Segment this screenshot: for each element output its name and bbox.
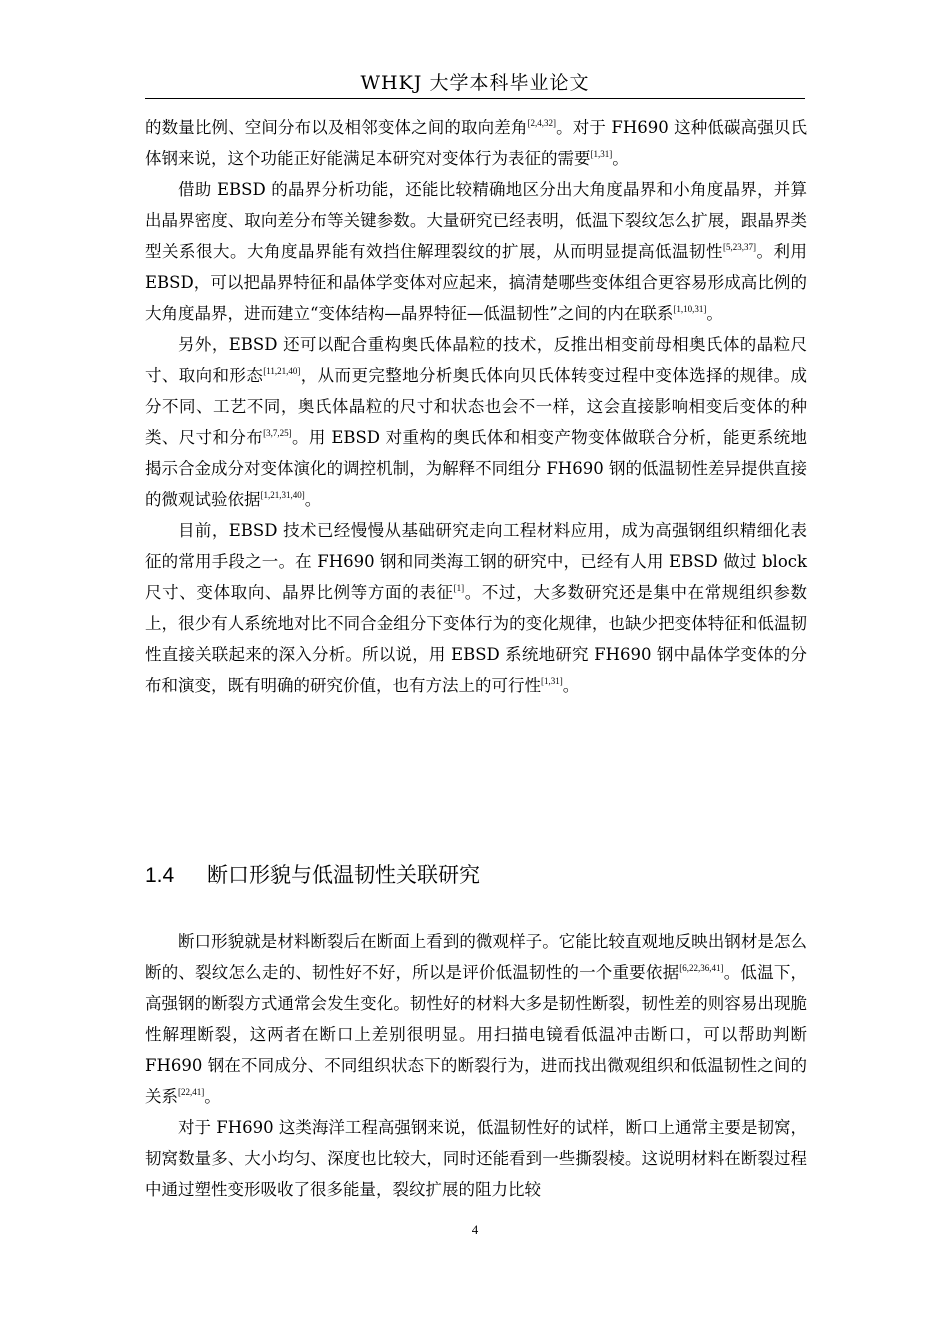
paragraph: [145, 112, 807, 174]
paragraph-text: 。用 EBSD 对重构的奥氏体和相变产物变体做联合分析，能更系统地揭示合金成分对变体演化的调控机制，为解释不同组分 FH690 钢的低温韧性差异提供直接的微观试验依据: [145, 428, 807, 509]
paragraph-text: 。: [304, 490, 322, 509]
citation: [1,21,31,40]: [260, 490, 305, 500]
paragraph-text: 。: [706, 304, 723, 323]
paragraph-text: 。: [612, 149, 629, 168]
citation: [1,10,31]: [673, 304, 707, 314]
paragraph-text: 的数量比例、空间分布以及相邻变体之间的取向差角: [145, 118, 528, 137]
citation: [22,41]: [178, 1087, 205, 1097]
section-number: 1.4: [145, 864, 175, 887]
paragraph: [145, 174, 807, 329]
paragraph-text: 。: [204, 1087, 221, 1106]
body-text-block-1: [145, 112, 807, 701]
paragraph-text: ，从而更完整地分析奥氏体向贝氏体转变过程中变体选择的规律。成分不同、工艺不同，奥氏体晶粒的尺寸和状态也会不一样，这会直接影响相变后变体的种类、尺寸和分布: [145, 366, 808, 447]
section-title: 断口形貌与低温韧性关联研究: [207, 863, 480, 887]
paragraph-text: 目前，EBSD 技术已经慢慢从基础研究走向工程材料应用，成为高强钢组织精细化表征的常用手段之一。在 FH690 钢和同类海工钢的研究中，已经有人用 EBSD 做过 block 尺寸、变体取向、晶界比例等方面的表征: [145, 521, 807, 602]
running-header: WHKJ 大学本科毕业论文: [360, 72, 590, 94]
citation: [3,7,25]: [263, 428, 292, 438]
paragraph-text: 对于 FH690 这类海洋工程高强钢来说，低温韧性好的试样，断口上通常主要是韧窝，韧窝数量多、大小均匀、深度也比较大，同时还能看到一些撕裂棱。这说明材料在断裂过程中通过塑性变形吸收了很多能量，裂纹扩展的阻力比较: [145, 1118, 807, 1199]
paragraph: [145, 515, 807, 701]
citation: [1,31]: [541, 676, 563, 686]
citation: [5,23,37]: [723, 242, 756, 252]
paragraph-text: 。不过，大多数研究还是集中在常规组织参数上，很少有人系统地对比不同合金组分下变体行为的变化规律，也缺少把变体特征和低温韧性直接关联起来的深入分析。所以说，用 EBSD 系统地研究 FH690 钢中晶体学变体的分布和演变，既有明确的研究价值，也有方法上的可行性: [145, 583, 808, 695]
section-heading: [145, 858, 805, 893]
paragraph-text: 。利用 EBSD，可以把晶界特征和晶体学变体对应起来，搞清楚哪些变体组合更容易形成高比例的大角度晶界，进而建立“变体结构—晶界特征—低温韧性”之间的内在联系: [145, 242, 807, 323]
citation: [11,21,40]: [263, 366, 301, 376]
paragraph-text: 断口形貌就是材料断裂后在断面上看到的微观样子。它能比较直观地反映出钢材是怎么断的、裂纹怎么走的、韧性好不好，所以是评价低温韧性的一个重要依据: [145, 932, 807, 982]
citation: [6,22,36,41]: [679, 963, 724, 973]
paragraph: [145, 329, 807, 515]
paragraph: [145, 926, 807, 1112]
paragraph-text: 。: [562, 676, 580, 695]
citation: [1,31]: [590, 149, 613, 159]
citation: [1]: [453, 583, 465, 593]
citation: [2,4,32]: [527, 118, 556, 128]
paragraph-text: 。低温下，高强钢的断裂方式通常会发生变化。韧性好的材料大多是韧性断裂，韧性差的则容易出现脆性解理断裂，这两者在断口上差别很明显。用扫描电镜看低温冲击断口，可以帮助判断 FH690 钢在不同成分、不同组织状态下的断裂行为，进而找出微观组织和低温韧性之间的关系: [145, 963, 808, 1106]
paragraph-text: 。对于 FH690 这种低碳高强贝氏体钢来说，这个功能正好能满足本研究对变体行为表征的需要: [145, 118, 808, 168]
paragraph-text: 借助 EBSD 的晶界分析功能，还能比较精确地区分出大角度晶界和小角度晶界，并算出晶界密度、取向差分布等关键参数。大量研究已经表明，低温下裂纹怎么扩展，跟晶界类型关系很大。大角度晶界能有效挡住解理裂纹的扩展，从而明显提高低温韧性: [145, 180, 807, 261]
page-number: 4: [471, 1222, 479, 1237]
body-text-block-2: [145, 926, 807, 1205]
paragraph-text: 另外，EBSD 还可以配合重构奥氏体晶粒的技术，反推出相变前母相奥氏体的晶粒尺寸、取向和形态: [145, 335, 807, 385]
header-rule: [145, 98, 805, 99]
paragraph: [145, 1112, 807, 1205]
